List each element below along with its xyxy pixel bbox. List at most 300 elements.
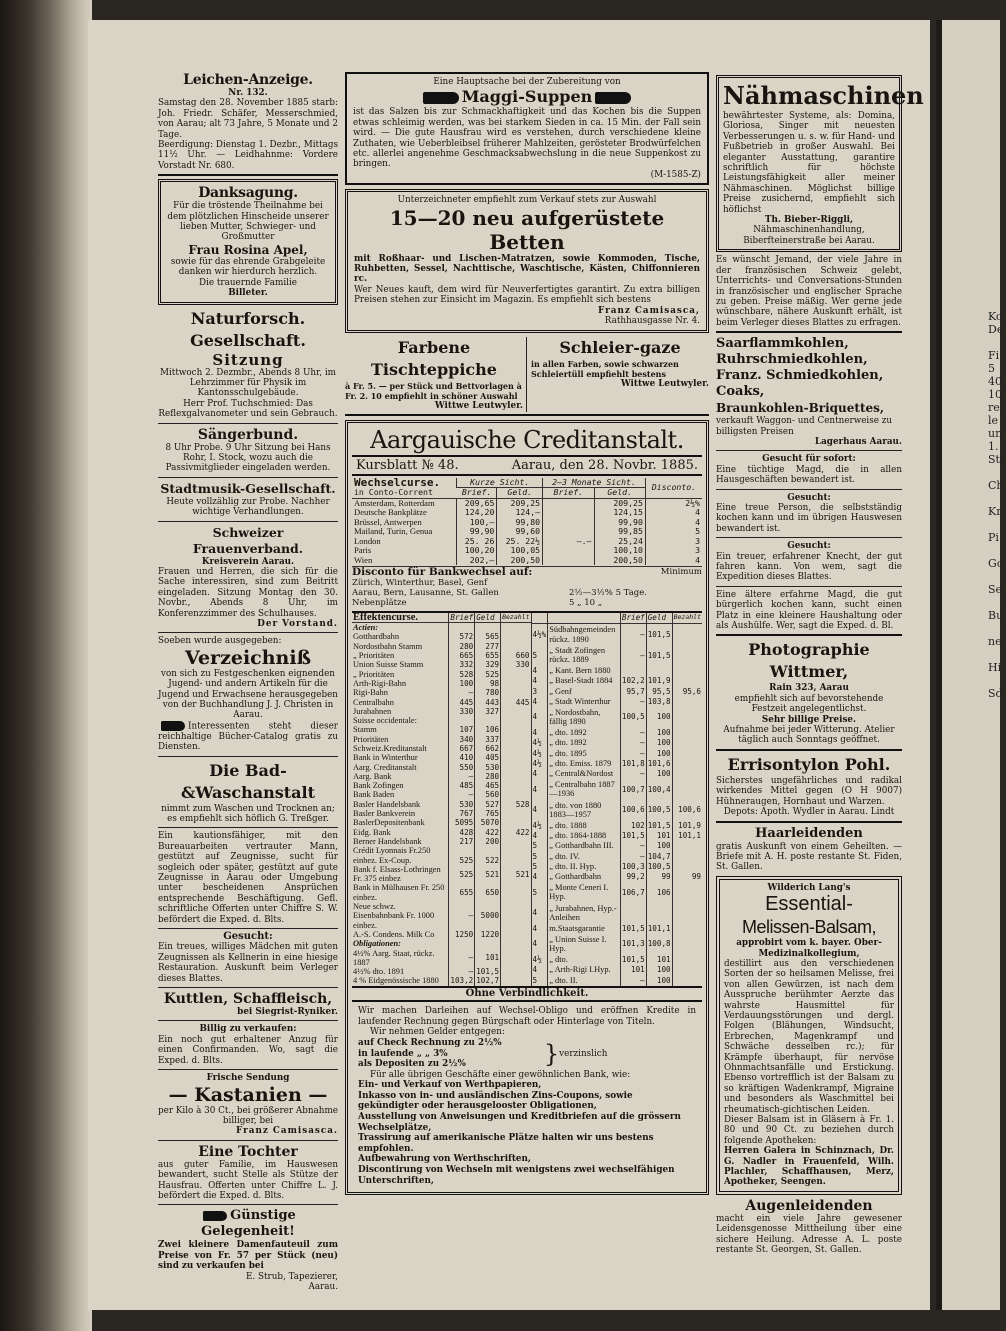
- security-row: [531, 800, 702, 821]
- security-cell: 465: [475, 781, 501, 790]
- natural-science-text2: Herr Prof. Tuchschmied: Das Reflexgalvanometer und sein Gebrauch.: [158, 398, 338, 420]
- security-cell: 329: [475, 660, 501, 669]
- security-row: [531, 748, 702, 758]
- beds-signature: Franz Camisasca,: [598, 305, 700, 316]
- security-cell: [672, 748, 702, 758]
- edge-text: Sti: [988, 453, 1004, 466]
- security-row: [531, 707, 702, 728]
- balsam-text2: Dieser Balsam ist in Gläsern à Fr. 1. 80 und 90 Ct. zu beziehen durch folgende Apotheken:: [724, 1115, 894, 1146]
- clerk-notice: Ein kautionsfähiger, mit den Bureauarbeiten vertrauter Mann, gestützt auf Zeugnisse, sucht für sogleich oder später, gestützt auf gute Zeugnisse in Aarau oder Umgebung unter bescheidenen Ansprüchen entsprechende Beschäftigung. Gefl. schriftliche Offerten unter Chiffre S. W. befördert die Exped. d. Blts.: [158, 831, 338, 925]
- security-cell: 5000: [475, 902, 501, 930]
- security-cell: 5: [532, 975, 538, 985]
- security-cell: [501, 725, 531, 734]
- sewing-title: Nähmaschinen: [723, 81, 924, 110]
- security-cell: „ dto. 1892: [548, 727, 621, 737]
- security-row: [352, 809, 531, 818]
- hair-title: Haarleidenden: [755, 825, 863, 841]
- security-cell: 103,8: [647, 697, 671, 706]
- security-cell: 550: [449, 763, 475, 772]
- security-cell: Bank in Mülhausen Fr. 250 einbez.: [353, 883, 445, 902]
- security-cell: 528: [449, 670, 475, 679]
- security-cell: 103,2: [450, 976, 474, 986]
- photo-ad: [716, 639, 902, 745]
- security-row: [531, 676, 702, 686]
- security-cell: 4: [532, 805, 538, 815]
- security-row: [352, 660, 531, 669]
- security-cell: [672, 758, 702, 768]
- frauenverband-title: Schweizer Frauenverband.: [192, 524, 304, 556]
- security-cell: [449, 846, 475, 855]
- security-cell: 422: [475, 828, 501, 837]
- edge-text: Ch: [988, 479, 1004, 492]
- security-cell: 443: [475, 698, 501, 707]
- edge-text: 40: [988, 375, 1002, 388]
- security-row: [352, 828, 531, 837]
- tripe-signature: bei Siegrist-Ryniker.: [237, 1007, 338, 1018]
- maggi-pre: Eine Hauptsache bei der Zubereitung von: [433, 77, 621, 87]
- security-cell: 5: [532, 841, 538, 851]
- security-cell: [620, 666, 646, 676]
- sewing-signature: Th. Bieber-Riggli,: [764, 215, 854, 226]
- sewing-text: bewährtester Systeme, als: Domina, Gloriosa, Singer mit neuesten Verbesserungen u. s. w. für Hand- und Fußbetrieb in großer Auswahl. Bei eleganter Ausstattung, garantire schriftlich für höchste Leistungsfähigkeit aller meiner Nähmaschinen. Möglichst billige Preise zusichernd, empfiehlt sich höflichst: [723, 111, 895, 215]
- security-cell: Arth-Rigi-Bahn: [353, 678, 407, 688]
- frauenverband-subtitle: Kreisverein Aarau.: [201, 556, 295, 567]
- security-row: [352, 818, 531, 827]
- natural-science-text: Mittwoch 2. Dezmbr., Abends 8 Uhr, im Lehrzimmer für Physik im Kantonsschulgebäude.: [159, 367, 337, 399]
- catalog-notice: [158, 636, 338, 752]
- securities-right-rows: [531, 624, 702, 986]
- security-cell: „ Monte Ceneri I. Hyp.: [548, 882, 621, 903]
- exchange-cell: 4: [645, 518, 702, 528]
- col-brief: Brief: [621, 613, 645, 623]
- maid-seeking: Eine ältere erfahrne Magd, die gut bürgerlich kochen kann, sucht einen Platz in eine kleinere Haushaltung oder als Aushülfe. Wer, sagt die Exped. d. Bl.: [716, 589, 902, 632]
- security-cell: —: [620, 769, 646, 779]
- security-row: [352, 902, 531, 930]
- security-row: [352, 939, 531, 948]
- bank-ad: [345, 420, 709, 1196]
- security-cell: 98: [475, 679, 501, 688]
- security-cell: 422: [501, 828, 531, 837]
- security-cell: „ Prioritäten: [353, 651, 395, 661]
- security-cell: 428: [449, 828, 475, 837]
- security-cell: 565: [475, 632, 501, 641]
- security-cell: 4½% dto. 1891: [353, 967, 405, 977]
- beds-text: mit Roßhaar- und Lischen-Matratzen, sowie Kommoden, Tische, Ruhbetten, Sessel, Nachttische, Waschtische, Kästen, Chiffonnieren rc.: [354, 253, 700, 285]
- exchange-cell: 124,20: [457, 508, 497, 518]
- security-row: [531, 769, 702, 779]
- security-cell: [501, 930, 531, 939]
- security-row: [531, 738, 702, 748]
- security-cell: [672, 676, 702, 686]
- security-cell: 780: [475, 688, 501, 697]
- security-cell: [501, 772, 531, 781]
- security-row: [531, 841, 702, 851]
- security-cell: 102: [620, 820, 646, 830]
- exchange-rows: [352, 498, 702, 565]
- security-cell: 445: [501, 698, 531, 707]
- discount-value2: 5 „ 10 „: [569, 598, 603, 609]
- security-cell: 100,4: [646, 779, 672, 800]
- security-cell: A.-S. Condens. Milk Co: [353, 929, 435, 939]
- security-cell: 4½: [532, 748, 542, 758]
- security-row: [352, 744, 531, 753]
- security-cell: —: [620, 697, 646, 707]
- death-notice: [158, 72, 338, 171]
- exchange-subtitle: in Conto-Corrent: [354, 487, 433, 498]
- thanks-text: Für die tröstende Theilnahme bei dem plötzlichen Hinscheide unserer lieben Mutter, Schwieger- und Großmutter: [167, 201, 329, 243]
- security-cell: 95,5: [646, 686, 672, 696]
- wanted-cook: [716, 493, 902, 535]
- security-cell: Schweiz.Kreditanstalt: [353, 744, 427, 753]
- security-cell: 100: [646, 748, 672, 758]
- beds-address: Rathhausgasse Nr. 4.: [604, 316, 700, 327]
- security-cell: 100,3: [621, 862, 645, 872]
- book-spine: [0, 0, 92, 1331]
- security-cell: 100: [646, 707, 672, 728]
- frauenverband: [158, 525, 338, 630]
- security-cell: 521: [501, 865, 531, 884]
- kursblatt-date: Aarau, den 28. Novbr. 1885.: [511, 457, 698, 473]
- security-cell: 4: [532, 666, 538, 676]
- security-cell: 5095: [449, 818, 475, 827]
- edge-text: Pi: [988, 531, 999, 544]
- wanted-cook-title: Gesucht:: [787, 492, 831, 503]
- veil-title: Schleier-gaze: [559, 337, 681, 357]
- security-cell: 4½: [532, 820, 542, 830]
- security-cell: [475, 716, 501, 725]
- coal-title2: Braunkohlen-Briquettes,: [716, 401, 885, 416]
- balsam-text: destillirt aus den verschiedenen Sorten der so heilsamen Melisse, frei von allen Gewürzen, ist nach dem Ausspruche berühmter Aerzte das wahrste Hausmittel für Verdauungsstörungen und dergl. Folgen (Blähungen, Windsucht, Erbrechen, Magenkrampf und Schwäche desselben rc.); für Krämpfe überhaupt, für nervöse Ohnmachtsanfälle und Erstickung. Ebenso vortrefflich ist der Balsam zu so kräftigen Wadenkrampf, Migraine und besonders als Waschmittel bei rheumatisch-gichtischen Leiden.: [724, 958, 894, 1115]
- wanted-text: Ein treues, williges Mädchen mit guten Zeugnissen als Kellnerin in eine hiesige Restauration. Auskunft beim Verleger dieses Blattes.: [158, 942, 338, 984]
- security-cell: 95,6: [672, 686, 702, 696]
- maggi-reference: (M-1585-Z): [650, 169, 701, 180]
- suit-sale: [158, 1024, 338, 1066]
- security-row: [352, 837, 531, 846]
- security-cell: 5: [532, 650, 538, 660]
- security-cell: 101,5: [621, 831, 645, 841]
- exchange-cell: 209,65: [457, 498, 497, 508]
- security-cell: 4: [532, 697, 538, 706]
- security-cell: „ Basel-Stadt 1884: [548, 676, 621, 686]
- bank-title: Aargauische Creditanstalt.: [370, 425, 684, 454]
- security-cell: 4: [532, 939, 538, 949]
- exchange-cell: 202,—: [457, 556, 497, 566]
- security-cell: 102,7: [476, 976, 500, 986]
- col-geld: Geld: [646, 613, 672, 624]
- security-cell: „ dto. 1895: [548, 748, 621, 758]
- chestnut-notice: [158, 1073, 338, 1137]
- exchange-cell: 4: [645, 508, 702, 518]
- security-cell: 4½: [532, 738, 542, 748]
- balsam-pharmacies: Herren Galera in Schinznach, Dr. G. Nadler in Frauenfeld, Wilh. Plachler, Schaffhausen, Merz, Apotheker, Seengen.: [724, 1146, 894, 1188]
- wanted-farmhand-text: Ein treuer, erfahrener Knecht, der gut fahren kann. Von wem, sagt die Expedition dieses Blattes.: [716, 551, 902, 583]
- security-cell: [646, 903, 672, 924]
- carpets-text: à Fr. 5. — per Stück und Bettvorlagen à Fr. 2. 10 empfiehlt in schöner Auswahl: [345, 380, 522, 401]
- natural-science-title: Naturforsch. Gesellschaft.: [190, 308, 306, 350]
- security-row: [531, 645, 702, 666]
- security-row: [352, 670, 531, 679]
- death-notice-burial: Beerdigung: Dienstag 1. Dezbr., Mittags 11½ Uhr. — Leidhahnme: Vordere Vorstadt Nr. 680.: [158, 140, 338, 171]
- security-cell: 100,6: [620, 800, 646, 821]
- security-cell: „ dto. IV.: [548, 851, 621, 861]
- exchange-discount-header: Disconto.: [645, 478, 702, 499]
- security-cell: 525: [449, 865, 475, 884]
- exchange-cell: 2½%: [645, 498, 702, 508]
- security-row: [531, 975, 702, 986]
- security-cell: 4: [532, 784, 538, 794]
- security-cell: [672, 954, 702, 964]
- exchange-cell: Wien: [354, 554, 373, 565]
- bank-service-item: Trassirung auf amerikanische Plätze halten wir uns bestens empfohlen.: [358, 1133, 654, 1154]
- bank-service-item: Discontirung von Wechseln mit wenigstens zwei wechselfähigen Unterschriften,: [358, 1165, 675, 1186]
- security-row: [531, 779, 702, 800]
- col-geld: Geld.: [497, 488, 543, 499]
- maggi-title: Maggi-Suppen: [461, 87, 593, 107]
- exchange-cell: 25,24: [594, 537, 645, 547]
- security-cell: Bank Zofingen: [353, 781, 404, 791]
- exchange-row: [352, 556, 702, 566]
- bank-deposit-rate: als Depositen zu 2½%: [358, 1059, 466, 1070]
- veil-signature: Wittwe Leutwyler.: [620, 379, 709, 390]
- security-cell: [620, 903, 646, 924]
- security-cell: 405: [475, 753, 501, 762]
- armchair-text: Zwei kleinere Damenfauteuil zum Preise von Fr. 57 per Stück (neu) sind zu verkaufen bei: [158, 1240, 338, 1272]
- security-cell: „ Arth-Rigi I.Hyp.: [548, 965, 621, 975]
- security-row: [531, 954, 702, 964]
- security-row: [531, 934, 702, 955]
- edge-text: Fi: [988, 349, 1000, 362]
- thanks-signature-name: Billeter.: [228, 288, 268, 299]
- security-cell: 445: [449, 698, 475, 707]
- beds-text2: Wer Neues kauft, dem wird für Neuverfertigtes garantirt. Zu extra billigen Preisen stehen zur Einsicht im Magazin. Es empfiehlt sich bestens: [354, 284, 700, 306]
- language-lessons: Es wünscht Jemand, der viele Jahre in der französischen Schweiz gelebt, Unterrichts- und Conversations-Stunden in französischer und englischer Sprache zu geben. Preise mäßig. Wer gerne jede wünschbare, nähere Auskunft erhält, ist beim Verleger dieses Blattes zu erfragen.: [716, 255, 902, 328]
- security-cell: [672, 975, 702, 986]
- corn-remedy-title: Errisontylon Pohl.: [727, 754, 891, 774]
- wanted-title: Gesucht:: [223, 931, 273, 943]
- col-bezahlt: Bezahlt: [672, 613, 702, 624]
- security-cell: 101: [475, 949, 501, 968]
- security-cell: 101,1: [672, 831, 702, 841]
- security-cell: Suisse occidentale:: [353, 716, 417, 726]
- security-cell: 560: [475, 790, 501, 799]
- security-cell: „ dto.: [548, 954, 621, 964]
- security-cell: [501, 846, 531, 855]
- security-cell: 100: [646, 975, 672, 986]
- security-cell: 101,3: [620, 934, 646, 955]
- veil-ad: [527, 337, 709, 412]
- death-notice-number: Nr. 132.: [228, 88, 268, 98]
- balsam-title2: Melissen-Balsam,: [741, 917, 877, 938]
- saengerbund-text: 8 Uhr Probe. 9 Uhr Sitzung bei Hans Rohr, I. Stock, wozu auch die Passivmitglieder eingeladen werden.: [165, 442, 331, 474]
- catalog-title: Verzeichniß: [184, 646, 312, 669]
- exchange-cell: Amsterdam, Rotterdam: [354, 497, 435, 508]
- security-row: [352, 800, 531, 809]
- security-cell: [501, 753, 531, 762]
- frauenverband-signature: Der Vorstand.: [257, 619, 338, 629]
- photo-prices: Sehr billige Preise.: [761, 714, 857, 725]
- security-cell: 4: [532, 965, 538, 975]
- security-cell: 410: [449, 753, 475, 762]
- security-cell: [475, 846, 501, 855]
- edge-text: 5: [988, 362, 995, 375]
- tripe-notice: [158, 991, 338, 1017]
- security-cell: [501, 949, 531, 968]
- stadtmusik: [158, 481, 338, 518]
- security-cell: [501, 642, 531, 651]
- security-cell: „ Gotthardbahn III.: [548, 841, 621, 851]
- security-cell: 340: [449, 735, 475, 744]
- exchange-cell: London: [354, 535, 381, 546]
- exchange-cell: Deutsche Bankplätze: [354, 507, 427, 518]
- security-row: [531, 882, 702, 903]
- bank-service-item: Inkasso von in- und ausländischen Zins-Coupons, sowie gekündigter oder herausgelooster Obligationen,: [358, 1090, 633, 1112]
- edge-text: Hi: [988, 661, 1002, 674]
- security-cell: [501, 976, 531, 985]
- catalog-pre: Soeben wurde ausgegeben:: [158, 636, 282, 647]
- security-cell: 100,5: [647, 862, 671, 872]
- security-cell: 767: [449, 809, 475, 818]
- security-cell: „ Nordostbahn, fällig 1890: [548, 707, 621, 728]
- security-cell: [501, 632, 531, 641]
- securities-left-rows: [352, 632, 531, 985]
- security-row: [531, 923, 702, 933]
- security-row: [531, 831, 702, 841]
- security-cell: 100,7: [620, 779, 646, 800]
- security-cell: 107: [449, 725, 475, 734]
- exchange-cell: 99,90: [594, 518, 645, 528]
- security-row: [352, 725, 531, 734]
- security-cell: [501, 707, 531, 716]
- exchange-cell: 99,85: [594, 527, 645, 537]
- armchair-signature: E. Strub, Tapezierer,: [245, 1271, 338, 1282]
- security-cell: Basler Bankverein: [353, 809, 416, 819]
- security-cell: „ dto. 1864-1888: [548, 831, 621, 841]
- security-cell: 101,5: [621, 923, 645, 933]
- exchange-cell: [543, 498, 594, 508]
- carpets-title: Farbene Tischteppiche: [371, 337, 497, 379]
- wanted-maid: [716, 454, 902, 485]
- exchange-cell: 124,15: [594, 508, 645, 518]
- security-cell: 337: [475, 735, 501, 744]
- exchange-months-header: 2—3 Monate Sicht.: [543, 478, 646, 488]
- security-cell: „ Jurabahnen, Hyp.-Anleihen: [548, 903, 621, 924]
- security-cell: 650: [475, 883, 501, 902]
- security-cell: —: [620, 727, 646, 737]
- security-cell: BaslerDepositenbank: [353, 818, 425, 828]
- security-cell: [672, 624, 702, 645]
- security-cell: 530: [449, 800, 475, 809]
- security-row: [352, 716, 531, 725]
- security-cell: 99: [672, 872, 702, 882]
- photo-hours: Aufnahme bei jeder Witterung. Atelier täglich auch Sonntags geöffnet.: [723, 725, 895, 746]
- security-cell: 101,6: [647, 758, 671, 768]
- security-cell: 101: [646, 831, 672, 841]
- wanted-maid-title: Gesucht für sofort:: [762, 454, 856, 465]
- exchange-cell: 209,25: [594, 498, 645, 508]
- edge-text: Gc: [988, 557, 1003, 570]
- security-cell: [672, 882, 702, 903]
- pointing-hand-icon: [203, 1211, 227, 1221]
- security-cell: „ Centralbahn 1887—1936: [548, 779, 621, 800]
- exchange-cell: 100,20: [457, 546, 497, 556]
- security-cell: 277: [475, 642, 501, 651]
- security-row: [352, 865, 531, 884]
- security-row: [531, 666, 702, 676]
- security-cell: 662: [475, 744, 501, 753]
- security-cell: [501, 818, 531, 827]
- security-cell: 101,5: [647, 820, 671, 830]
- security-cell: 104,7: [647, 851, 671, 861]
- security-cell: 4: [532, 712, 538, 722]
- security-cell: „ Kant. Bern 1880: [548, 666, 621, 676]
- security-cell: [501, 967, 531, 976]
- eye-text: macht ein viele Jahre gewesener Leidensgenosse Mittheilung über eine sichere Heilung. Adresse A. L. poste restante St. Georgen, St. Gallen.: [716, 1213, 902, 1256]
- maggi-ad: [345, 72, 709, 185]
- security-cell: —: [620, 645, 646, 666]
- exchange-cell: 100,10: [594, 546, 645, 556]
- security-cell: 5: [532, 851, 538, 861]
- securities-shares-label: Actien:: [353, 623, 379, 633]
- photo-address: Rain 323, Aarau: [769, 683, 849, 694]
- security-cell: Berner Handelsbank: [353, 836, 422, 846]
- security-cell: [672, 769, 702, 779]
- security-cell: 100: [646, 738, 672, 748]
- exchange-cell: Paris: [354, 545, 372, 556]
- security-row: [352, 707, 531, 716]
- security-cell: 485: [449, 781, 475, 790]
- hair-ad: [716, 826, 902, 873]
- security-cell: 4: [532, 727, 538, 737]
- security-cell: 100: [646, 841, 672, 851]
- sewing-machine-ad: [716, 75, 924, 252]
- security-cell: —: [449, 772, 475, 781]
- chestnut-text: per Kilo à 30 Ct., bei größerer Abnahme billiger, bei: [158, 1105, 338, 1126]
- security-cell: 765: [475, 809, 501, 818]
- securities-left: [352, 613, 531, 986]
- coal-title: Saarflammkohlen, Ruhrschmiedkohlen, Franz. Schmiedkohlen, Coaks,: [716, 336, 884, 400]
- stadtmusik-title: Stadtmusik-Gesellschaft.: [160, 480, 336, 496]
- daughter-notice: [158, 1144, 338, 1202]
- col-bezahlt: Bezahlt: [502, 612, 530, 621]
- security-row: [352, 763, 531, 772]
- thanks-notice: [158, 179, 338, 304]
- security-cell: —: [620, 748, 646, 758]
- security-cell: 101,5: [646, 645, 672, 666]
- wanted-farmhand: [716, 541, 902, 583]
- security-cell: 95,7: [620, 686, 646, 696]
- security-cell: 101,5: [646, 624, 672, 645]
- exchange-cell: 3: [645, 546, 702, 556]
- next-page-edge: [936, 20, 1006, 1310]
- discount-line2: Aarau, Bern, Lausanne, St. Gallen: [352, 588, 499, 599]
- security-row: [352, 949, 531, 968]
- security-cell: Aarg. Creditanstalt: [353, 762, 417, 772]
- security-cell: [672, 923, 702, 933]
- securities-footer: Ohne Verbindlichkeit.: [352, 988, 702, 1002]
- security-cell: Prioritäten: [353, 734, 389, 744]
- frauenverband-text: Frauen und Herren, die sich für die Sache interessiren, sind zum Beitritt eingeladen. Sitzung Montag den 30. Novbr., Abends 8 Uhr, im Konferenzzimmer des Schulhauses.: [158, 566, 338, 619]
- security-cell: [501, 781, 531, 790]
- security-cell: Gotthardbahn: [353, 632, 400, 642]
- security-cell: [672, 965, 702, 975]
- security-row: [352, 976, 531, 985]
- security-cell: „ dto. II. Hyp.: [548, 862, 621, 872]
- security-cell: 330: [501, 660, 531, 669]
- thanks-name: Frau Rosina Apel,: [188, 242, 308, 257]
- bank-service-list: [358, 1080, 696, 1186]
- security-cell: [501, 902, 531, 930]
- edge-text: ne: [988, 635, 1002, 648]
